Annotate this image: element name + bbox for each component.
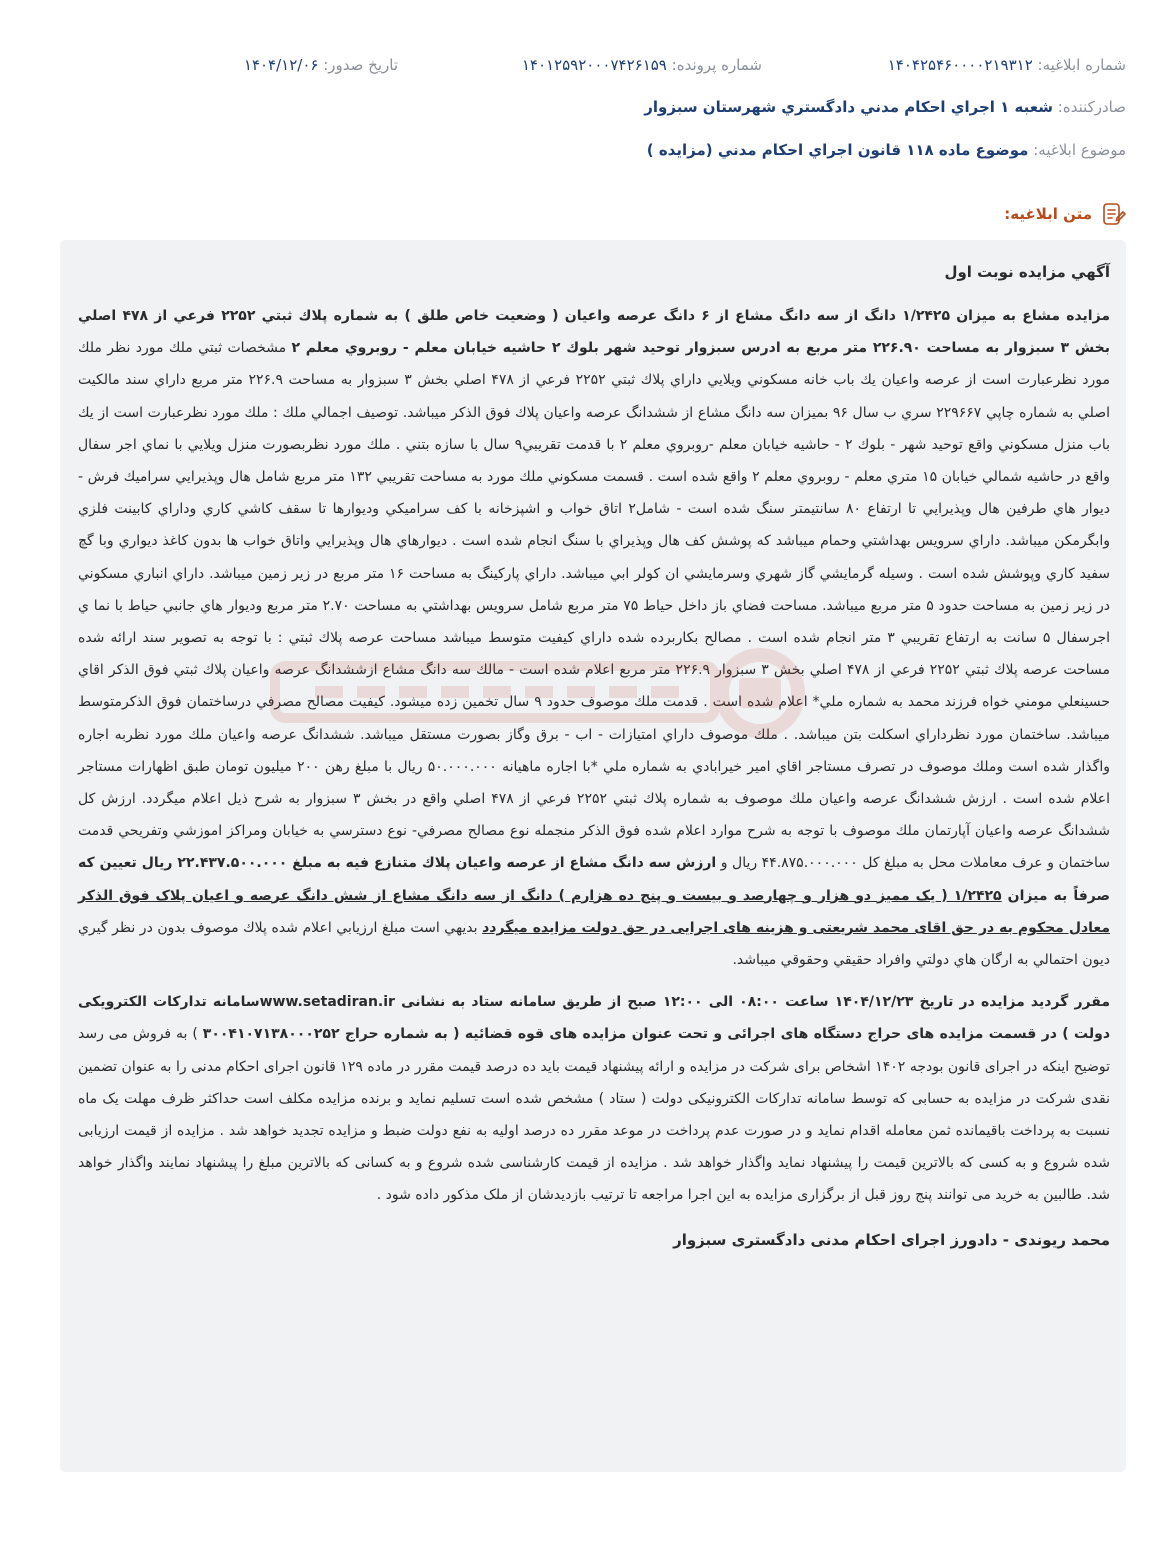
auction-summary-bold: مزايده مشاع به ميزان ۱/۲۴۲۵ دانگ از سه دانگ مشاع از ۶ دانگ عرصه واعيان ( وضعيت خاص طلق ) به شماره پلاك ثبتي ۲۲۵۲ فرعي از ۴۷۸ اصلي بخش ۳ سبزوار به مساحت ۲۲۶.۹۰ متر مربع به ادرس سبزوار توحيد شهر بلوك ۲ حاشيه خيابان معلم - روبروي معلم ۲: [78, 308, 1111, 357]
auction-schedule-paragraph: [78, 986, 1110, 1211]
auction-share-underlined: ۱/۲۴۲۵ ( يک مميز دو هزار و چهارصد و بيست و پنج ده هزارم ) دانگ از سه دانگ مشاع از شش دانگ عرصه و اعيان پلاک فوق الذکر معادل محکوم به در حق اقای محمد شریعتی و هزینه های اجرایی در حق دولت مزایده میگردد: [78, 887, 1110, 936]
property-details-text: مشخصات ثبتي ملك مورد نظر ملك مورد نظرعبارت است از عرصه واعيان يك باب خانه مسكوني ويلايي داراي پلاك ثبتي ۲۲۵۲ فرعي از ۴۷۸ اصلي بخش ۳ سبزوار به مساحت ۲۲۶.۹ متر مربع داراي سند مالكيت اصلي به شماره چاپي ۲۲۹۶۶۷ سري ب سال ۹۶ بميزان سه دانگ مشاع از ششدانگ عرصه واعيان پلاك فوق الذكر ميباشد. توصيف اجمالي ملك : ملك مورد نظرعبارت است از يك باب منزل مسكوني واقع توحيد شهر - بلوك ۲ - حاشيه خيابان معلم -روبروي معلم ۲ با قدمت تقريبي۹ سال با سازه بتني . ملك مورد نظربصورت منزل ويلايي با نماي اجر سفال واقع در حاشيه شمالي خيابان ۱۵ متري معلم - روبروي معلم ۲ واقع شده است . قسمت مسكوني ملك مورد به مساحت تقريبي ۱۳۲ متر مربع شامل هال وپذيرايي سراميك فرش - ديوار هاي طرفين هال وپذيرايي تا ارتفاع ۸۰ سانتيمتر سنگ شده است - شامل۲ اتاق خواب و اشپزخانه با كف سراميكي وديوارها تا سقف كاشي كاري وداراي كابينت فلزي وابگرمكن ميباشد. داراي سرويس بهداشتي وحمام ميباشد كه پوشش كف هال وپذيراي با سنگ انجام شده است . ديوارهاي هال وپذيرايي واتاق خواب ها بدون كاغذ ديواري وبا گچ سفيد كاري وپوشش شده است . وسيله گرمايشي گاز شهري وسرمايشي ان كولر ابي ميباشد. داراي پاركينگ به مساحت ۱۶ متر مربع در زير زمين ميباشد. داراي انباري مسكوني در زير زمين به مساحت حدود ۵ متر مربع ميباشد. مساحت فضاي باز داخل حياط ۷۵ متر مربع شامل سرويس بهداشتي به مساحت ۲.۷۰ متر مربع وديوار هاي جانبي حياط با نما ي اجرسفال ۵ سانت به ارتفاع تقريبي ۳ متر انجام شده است . مصالح بكاربرده شده داراي كيفيت متوسط ميباشد مساحت عرصه پلاك ثبتي : با توجه به تصوير سند ارائه شده مساحت عرصه پلاك ثبتي ۲۲۵۲ فرعي از ۴۷۸ اصلي بخش ۳ سبزوار ۲۲۶.۹ متر مربع اعلام شده است - مالك سه دانگ مشاع ازششدانگ عرصه واعيان پلاك ثبتي فوق الذكر اقاي حسينعلي مومني خواه فرزند محمد به شماره ملي* اعلام شده است . قدمت ملك موصوف حدود ۹ سال تخمين زده ميشود. كيفيت مصالح مصرفي درساختمان فوق الذكرمتوسط ميباشد. ساختمان مورد نظرداراي اسكلت بتن ميباشد. . ملك موصوف داراي امتيازات - اب - برق وگاز بصورت مستقل ميباشد. ششدانگ عرصه واعيان ملك مورد نظربه اجاره واگذار شده است وملك موصوف در تصرف مستاجر اقاي امير خيرابادي به شماره ملي *با اجاره ماهيانه ۵۰.۰۰۰.۰۰۰ ريال با مبلغ رهن ۲۰۰ ميليون تومان طبق اظهارات مستاجر اعلام شده است . ارزش ششدانگ عرصه واعيان ملك موصوف به شماره پلاك ثبتي ۲۲۵۲ فرعي از ۴۷۸ اصلي واقع در بخش ۳ سبزوار به شرح ذيل اعلام ميگردد. ارزش كل ششدانگ عرصه واعيان آپارتمان ملك موصوف با توجه به شرح موارد اعلام شده فوق الذكر منجمله نوع مصالح مصرفي- نوع دسترسي به خيابان ومراكز اموزشي وتفريحي قدمت ساختمان و عرف معاملات محل به مبلغ كل ۴۴.۸۷۵.۰۰۰.۰۰۰ ريال و: [78, 340, 1111, 872]
notice-text-box: [60, 240, 1126, 1472]
auction-schedule-bold: مقرر گرديد مزايده در تاريخ ۱۴۰۴/۱۲/۲۳ ساعت ۰۸:۰۰ الی ۱۲:۰۰ صبح از طريق سامانه ستاد به نشانی www.setadiran.irسامانه تدارکات الکترويکی دولت ) در قسمت مزايده های حراج دستگاه های اجرائی و تحت عنوان مزایده های قوه قضائیه ( به شماره حراج ۳۰۰۴۱۰۷۱۳۸۰۰۰۲۵۲: [78, 994, 1111, 1043]
header-meta-row: [0, 56, 1174, 82]
notice-number-value: ۱۴۰۴۲۵۴۶۰۰۰۰۲۱۹۳۱۲: [887, 56, 1033, 74]
issue-date-label: تاريخ صدور:: [323, 56, 398, 74]
issuer-line: [644, 98, 1126, 116]
issue-date-value: ۱۴۰۴/۱۲/۰۶: [243, 56, 319, 74]
issuer-label: صادركننده:: [1057, 98, 1126, 116]
file-number-label: شماره پرونده:: [671, 56, 762, 74]
notice-number: [888, 56, 1126, 74]
subject-label: موضوع ابلاغيه:: [1033, 141, 1126, 159]
signature: محمد ريوندی - دادورز اجرای احکام مدنی دادگستری سبزوار: [673, 1230, 1110, 1249]
file-number-value: ۱۴۰۱۲۵۹۲۰۰۰۷۴۲۶۱۵۹: [521, 56, 667, 74]
issue-date: [244, 56, 398, 74]
issuer-value: شعبه ۱ اجراي احكام مدني دادگستري شهرستان سبزوار: [644, 98, 1053, 116]
auction-description-paragraph: [78, 300, 1110, 976]
section-title-text: متن ابلاغيه:: [1004, 205, 1092, 223]
section-title: [1004, 200, 1126, 228]
valuation-bold: ارزش سه دانگ مشاع از عرصه واعيان پلاك متنازع فيه به مبلغ ۲۲.۴۳۷.۵۰۰.۰۰۰ ريال تعيين كه صرفاً به ميزان: [78, 855, 1110, 904]
notice-number-label: شماره ابلاغيه:: [1037, 56, 1126, 74]
notice-heading: آگهي مزايده نوبت اول: [944, 263, 1110, 281]
subject-value: موضوع ماده ۱۱۸ قانون اجراي احكام مدني (مزايده ): [646, 141, 1029, 159]
auction-terms-text: ) به فروش می رسد توضیح اینکه در اجرای قانون بودجه ۱۴۰۲ اشخاص برای شرکت در مزایده و ارائه پیشنهاد قیمت باید ده درصد قیمت مقرر در ماده ۱۲۹ قانون اجرای احکام مدنی را به عنوان تضمین نقدی شرکت در مزایده به حسابی که توسط سامانه تدارکات الکترونیکی دولت ( ستاد ) مشخص شده است تسلیم نماید و برنده مزایده مکلف است حداکثر ظرف مهلت یک ماه نسبت به پرداخت باقیمانده ثمن معامله اقدام نماید و در صورت عدم پرداخت در موعد مقرر ده درصد اولیه به نفع دولت ضبط و مزایده تجدید خواهد شد . مزایده از قیمت ارزیابی شده شروع و به کسی که بالاترین قیمت را پیشنهاد نماید واگذار خواهد شد . مزایده از قیمت کارشناسی شده شروع و به کسانی که بالاترین مبلغ را پیشنهاد نمایند واگذار خواهد شد. طالبین به خرید می توانند پنج روز قبل از برگزاری مزایده به این اجرا مراجعه تا ترتیب بازدیدشان از ملک مذکور داده شود .: [78, 1026, 1110, 1204]
file-number: [522, 56, 762, 74]
document-text-icon: [1100, 201, 1126, 227]
valuation-note-text: بديهي است مبلغ ارزيابي اعلام شده پلاك موصوف بدون در نظر گيري ديون احتمالي به ارگان هاي دولتي وافراد حقيقي وحقوقي ميباشد.: [78, 919, 1110, 969]
subject-line: [647, 141, 1126, 159]
